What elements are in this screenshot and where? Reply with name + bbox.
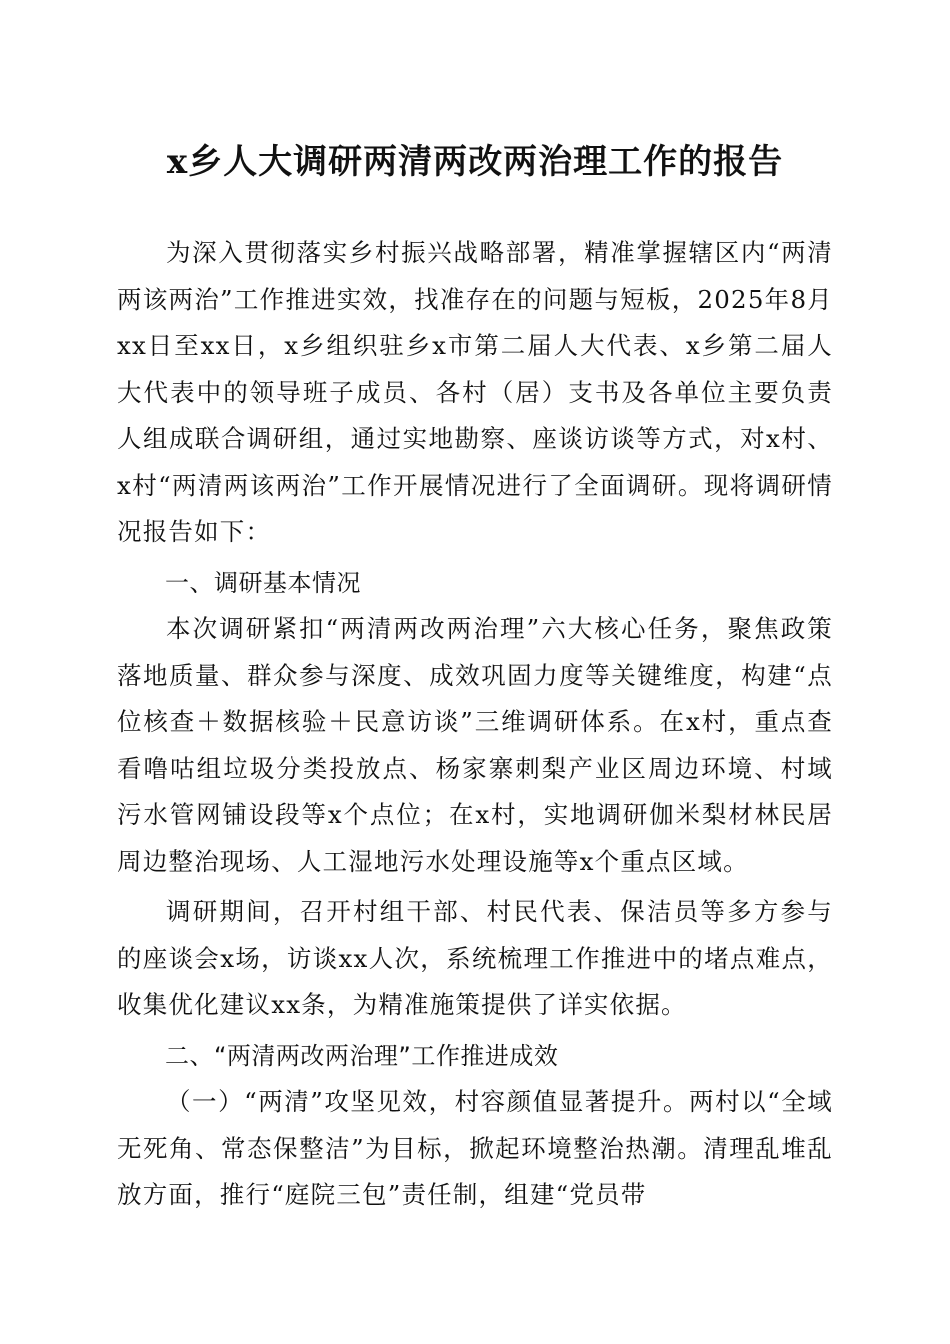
section-1-heading: 一、调研基本情况 (165, 568, 361, 597)
section-1-paragraph: 调研期间，召开村组干部、村民代表、保洁员等多方参与的座谈会x场，访谈xx人次，系统梳理工作推进中的堵点难点，收集优化建议xx条，为精准施策提供了详实依据。 (117, 897, 833, 1019)
intro-paragraph: 为深入贯彻落实乡村振兴战略部署，精准掌握辖区内“两清两该两治”工作推进实效，找准存在的问题与短板，2025年8月xx日至xx日，x乡组织驻乡x市第二届人大代表、x乡第二届人大代表中的领导班子成员、各村（居）支书及各单位主要负责人组成联合调研组，通过实地勘察、座谈访谈等方式，对x村、x村“两清两该两治”工作开展情况进行了全面调研。现将调研情况报告如下： (117, 238, 833, 546)
section-2-paragraph: （一）“两清”攻坚见效，村容颜值显著提升。两村以“全域无死角、常态保整洁”为目标，掀起环境整治热潮。清理乱堆乱放方面，推行“庭院三包”责任制，组建“党员带 (117, 1087, 833, 1209)
section-2-heading: 二、“两清两改两治理”工作推进成效 (165, 1041, 559, 1070)
section-1-paragraph: 本次调研紧扣“两清两改两治理”六大核心任务，聚焦政策落地质量、群众参与深度、成效巩固力度等关键维度，构建“点位核查＋数据核验＋民意访谈”三维调研体系。在x村，重点查看噜咕组垃圾分类投放点、杨家寨刺梨产业区周边环境、村域污水管网铺设段等x个点位；在x村，实地调研伽米梨材林民居周边整治现场、人工湿地污水处理设施等x个重点区域。 (117, 614, 833, 876)
document-body (117, 230, 833, 1219)
document-title: x乡人大调研两清两改两治理工作的报告 (166, 142, 784, 182)
